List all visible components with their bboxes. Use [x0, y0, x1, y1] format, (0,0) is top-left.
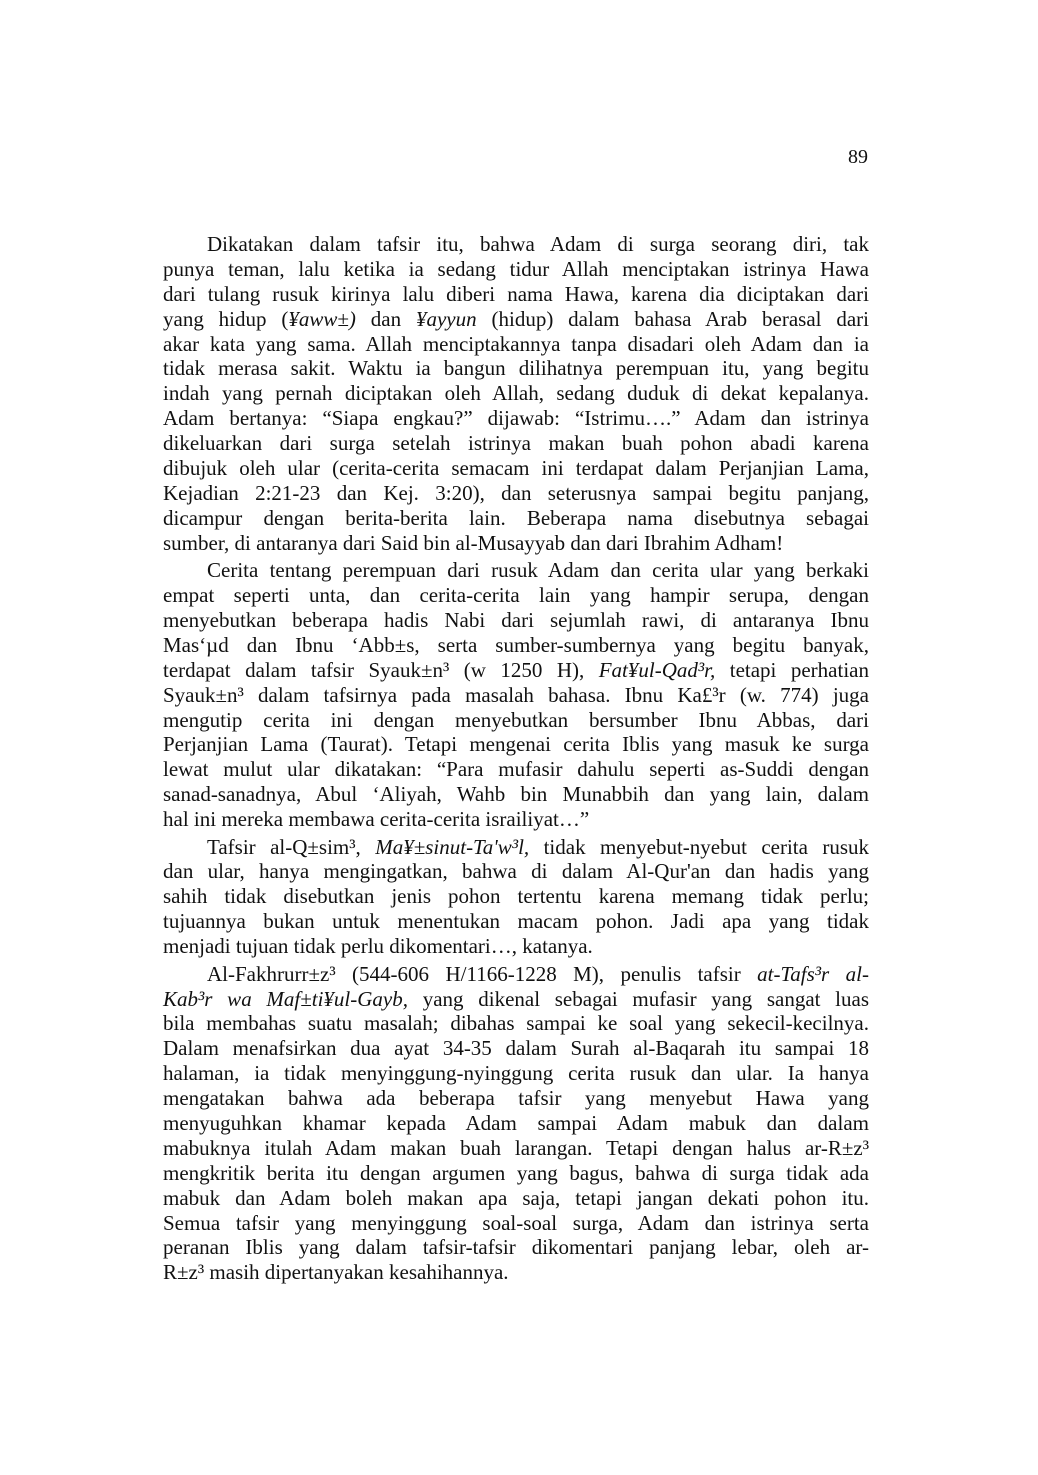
text-segment: mabuknya itulah Adam makan buah larangan. Tetapi dengan halus ar-R±z³	[163, 1135, 869, 1160]
text-line	[163, 481, 869, 506]
text-segment: dibujuk oleh ular (cerita-cerita semacam ini terdapat dalam Perjanjian Lama,	[163, 456, 869, 481]
italic-text: ¥aww±)	[288, 306, 356, 331]
text-segment: Cerita tentang perempuan dari rusuk Adam dan cerita ular yang berkaki	[207, 558, 869, 583]
text-line	[163, 859, 869, 884]
text-line	[163, 583, 869, 608]
text-segment: R±z³ masih dipertanyakan kesahihannya.	[163, 1260, 509, 1285]
text-segment: yang dikenal sebagai mufasir yang sangat luas	[408, 986, 870, 1011]
text-segment: Adam bertanya: “Siapa engkau?” dijawab: “Istrimu….” Adam dan istrinya	[163, 406, 869, 431]
text-segment: indah yang pernah diciptakan oleh Allah, sedang duduk di dekat kepalanya.	[163, 381, 869, 406]
italic-text: Ma¥±sinut-Ta'w³l,	[375, 834, 530, 859]
text-segment: Dalam menafsirkan dua ayat 34-35 dalam Surah al-Baqarah itu sampai 18	[163, 1036, 869, 1061]
text-segment: sanad-sanadnya, Abul ‘Aliyah, Wahb bin Munabbih dan yang lain, dalam	[163, 782, 869, 807]
text-line	[163, 531, 869, 556]
page-number: 89	[848, 146, 868, 168]
text-segment: hal ini mereka membawa cerita-cerita israiliyat…”	[163, 807, 590, 832]
text-segment: Kejadian 2:21-23 dan Kej. 3:20), dan seterusnya sampai begitu panjang,	[163, 480, 869, 505]
text-segment: terdapat dalam tafsir Syauk±n³ (w 1250 H),	[163, 657, 599, 682]
text-line	[163, 683, 869, 708]
text-line	[163, 356, 869, 381]
text-line	[163, 456, 869, 481]
text-segment: mengkritik berita itu dengan argumen yang bagus, bahwa di surga tidak ada	[163, 1160, 869, 1185]
text-segment: Tafsir al-Q±sim³,	[207, 834, 376, 859]
text-segment: (hidup) dalam bahasa Arab berasal dari	[476, 306, 869, 331]
text-line	[163, 282, 869, 307]
text-line	[163, 708, 869, 733]
text-segment: Al-Fakhrurr±z³ (544-606 H/1166-1228 M), penulis tafsir	[207, 961, 758, 986]
text-segment: yang hidup (	[163, 306, 289, 331]
text-segment: punya teman, lalu ketika ia sedang tidur Allah menciptakan istrinya Hawa	[163, 256, 869, 281]
paragraph	[163, 962, 869, 1286]
text-line	[163, 307, 869, 332]
text-segment: dicampur dengan berita-berita lain. Beberapa nama disebutnya sebagai	[163, 505, 869, 530]
text-line	[163, 1036, 869, 1061]
text-segment: menyuguhkan khamar kepada Adam sampai Adam mabuk dan dalam	[163, 1110, 869, 1135]
text-line	[163, 1186, 869, 1211]
text-line	[163, 1161, 869, 1186]
text-segment: lewat mulut ular dikatakan: “Para mufasir dahulu seperti as-Suddi dengan	[163, 757, 869, 782]
text-segment: tetapi perhatian	[715, 657, 869, 682]
text-line	[163, 1136, 869, 1161]
text-line	[163, 633, 869, 658]
text-segment: dikeluarkan dari surga setelah istrinya makan buah pohon abadi karena	[163, 431, 869, 456]
text-segment: menyebutkan beberapa hadis Nabi dari sejumlah rawi, di antaranya Ibnu	[163, 607, 869, 632]
text-segment: dan ular, hanya mengingatkan, bahwa di dalam Al-Qur'an dan hadis yang	[163, 859, 869, 884]
text-segment: Perjanjian Lama (Taurat). Tetapi mengenai cerita Iblis yang masuk ke surga	[163, 732, 869, 757]
text-segment: sahih tidak disebutkan jenis pohon tertentu karena memang tidak perlu;	[163, 884, 869, 909]
text-line	[163, 782, 869, 807]
text-segment: mengatakan bahwa ada beberapa tafsir yang menyebut Hawa yang	[163, 1086, 869, 1111]
text-line	[163, 1235, 869, 1260]
text-line	[163, 1211, 869, 1236]
text-line	[163, 1011, 869, 1036]
text-line	[163, 987, 869, 1012]
text-line	[163, 558, 869, 583]
text-line	[163, 232, 869, 257]
paragraph	[163, 835, 869, 959]
text-segment: Syauk±n³ dalam tafsirnya pada masalah bahasa. Ibnu Ka£³r (w. 774) juga	[163, 682, 869, 707]
text-segment: tidak merasa sakit. Waktu ia bangun dilihatnya perempuan itu, yang begitu	[163, 356, 869, 381]
text-line	[163, 1260, 869, 1285]
text-segment: tidak menyebut-nyebut cerita rusuk	[529, 834, 869, 859]
italic-text: at-Tafs³r al-	[757, 961, 869, 986]
text-line	[163, 757, 869, 782]
text-segment: dan	[355, 306, 416, 331]
text-line	[163, 658, 869, 683]
text-line	[163, 962, 869, 987]
text-line	[163, 431, 869, 456]
text-segment: bila membahas suatu masalah; dibahas sampai ke soal yang sekecil-kecilnya.	[163, 1011, 869, 1036]
text-line	[163, 381, 869, 406]
text-line	[163, 884, 869, 909]
text-segment: mengutip cerita ini dengan menyebutkan bersumber Ibnu Abbas, dari	[163, 707, 869, 732]
paragraph	[163, 558, 869, 832]
text-line	[163, 506, 869, 531]
text-segment: Mas‘µd dan Ibnu ‘Abb±s, serta sumber-sumbernya yang begitu banyak,	[163, 632, 869, 657]
italic-text: Fat¥ul-Qad³r,	[598, 657, 716, 682]
text-segment: halaman, ia tidak menyinggung-nyinggung cerita rusuk dan ular. Ia hanya	[163, 1061, 869, 1086]
text-line	[163, 1061, 869, 1086]
text-segment: empat seperti unta, dan cerita-cerita lain yang hampir serupa, dengan	[163, 583, 869, 608]
text-line	[163, 909, 869, 934]
text-segment: sumber, di antaranya dari Said bin al-Musayyab dan dari Ibrahim Adham!	[163, 530, 784, 555]
text-line	[163, 406, 869, 431]
text-line	[163, 732, 869, 757]
text-line	[163, 1086, 869, 1111]
text-segment: menjadi tujuan tidak perlu dikomentari…, katanya.	[163, 934, 593, 959]
text-line	[163, 608, 869, 633]
text-line	[163, 257, 869, 282]
text-segment: Semua tafsir yang menyinggung soal-soal surga, Adam dan istrinya serta	[163, 1210, 869, 1235]
text-line	[163, 835, 869, 860]
text-segment: mabuk dan Adam boleh makan apa saja, tetapi jangan dekati pohon itu.	[163, 1185, 869, 1210]
italic-text: Kab³r wa Maf±ti¥ul-Gayb,	[163, 986, 408, 1011]
body-text	[163, 232, 869, 1285]
italic-text: ¥ayyun	[415, 306, 477, 331]
text-line	[163, 1111, 869, 1136]
paragraph	[163, 232, 869, 556]
text-segment: tujuannya bukan untuk menentukan macam pohon. Jadi apa yang tidak	[163, 909, 869, 934]
text-segment: peranan Iblis yang dalam tafsir-tafsir dikomentari panjang lebar, oleh ar-	[163, 1235, 869, 1260]
text-segment: Dikatakan dalam tafsir itu, bahwa Adam di surga seorang diri, tak	[207, 232, 869, 256]
text-segment: akar kata yang sama. Allah menciptakannya tanpa disadari oleh Adam dan ia	[163, 331, 869, 356]
text-line	[163, 332, 869, 357]
text-segment: dari tulang rusuk kirinya lalu diberi nama Hawa, karena dia diciptakan dari	[163, 281, 869, 306]
text-line	[163, 934, 869, 959]
text-line	[163, 807, 869, 832]
